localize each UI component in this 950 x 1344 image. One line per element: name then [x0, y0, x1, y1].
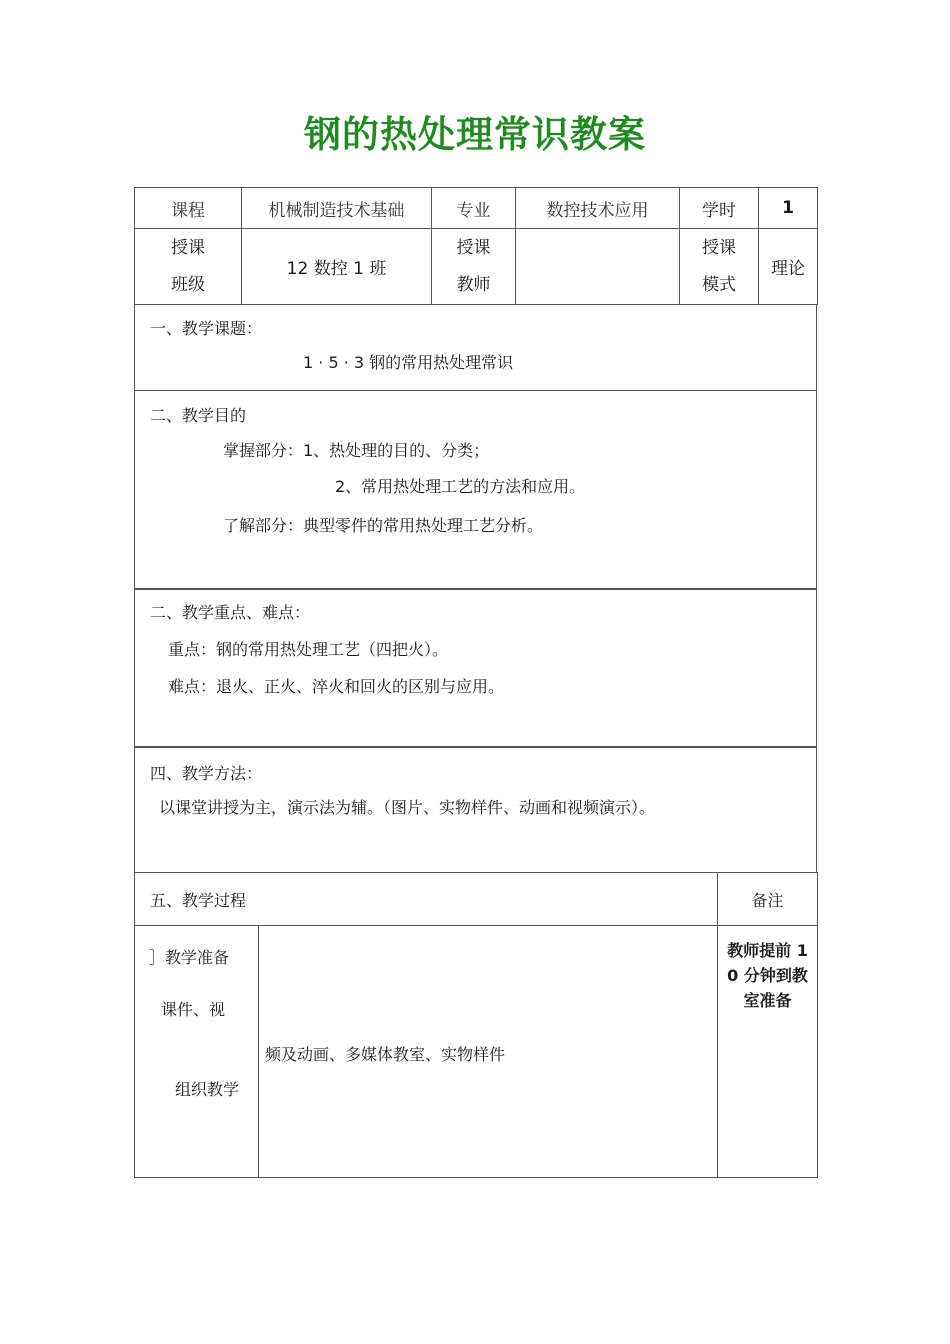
hours-label: 学时 — [680, 188, 759, 229]
class-label-line1: 授课 — [171, 237, 205, 258]
mode-label-line1: 授课 — [702, 237, 736, 258]
mode-label — [680, 229, 759, 305]
class-label-line2: 班级 — [171, 274, 205, 295]
teacher-value — [516, 229, 680, 305]
course-label: 课程 — [135, 188, 242, 229]
difficulty: 难点：退火、正火、淬火和回火的区别与应用。 — [168, 677, 505, 696]
step-courseware: 课件、视 — [161, 1000, 226, 1019]
info-row-2 — [135, 229, 818, 305]
process-heading: 五、教学过程 — [135, 873, 718, 926]
section-topic — [134, 304, 817, 391]
process-content-cell — [259, 926, 718, 1178]
remark-line2: 0 分钟到教 — [727, 966, 808, 985]
key-point: 重点：钢的常用热处理工艺（四把火）。 — [168, 640, 449, 659]
mode-label-line2: 模式 — [702, 274, 736, 295]
class-label — [135, 229, 242, 305]
process-table — [134, 872, 818, 1178]
section-key-points-heading: 二、教学重点、难点： — [150, 603, 311, 622]
objective-mastery: 掌握部分：1、热处理的目的、分类； — [223, 441, 490, 460]
remark-line3: 室准备 — [743, 991, 792, 1010]
hours-value: 1 — [759, 188, 818, 229]
info-row-1 — [135, 188, 818, 229]
major-value: 数控技术应用 — [516, 188, 680, 229]
section-objectives-heading: 二、教学目的 — [150, 406, 247, 425]
objective-mastery-2: 2、常用热处理工艺的方法和应用。 — [335, 477, 586, 496]
process-content: 频及动画、多媒体教室、实物样件 — [265, 1045, 506, 1064]
remarks-label: 备注 — [718, 873, 818, 926]
section-methods — [134, 746, 817, 873]
process-steps-cell — [135, 926, 259, 1178]
section-topic-heading: 一、教学课题： — [150, 319, 263, 338]
step-organize: 组织教学 — [175, 1080, 240, 1099]
section-topic-content: 1 · 5 · 3 钢的常用热处理常识 — [303, 353, 514, 372]
teacher-label — [432, 229, 516, 305]
major-label: 专业 — [432, 188, 516, 229]
methods-content: 以课堂讲授为主，演示法为辅。（图片、实物样件、动画和视频演示）。 — [159, 798, 656, 817]
section-objectives — [134, 390, 817, 590]
course-value: 机械制造技术基础 — [242, 188, 432, 229]
remarks-cell — [718, 926, 818, 1178]
teacher-label-line1: 授课 — [456, 237, 491, 258]
section-methods-heading: 四、教学方法： — [150, 764, 263, 783]
objective-understanding: 了解部分：典型零件的常用热处理工艺分析。 — [223, 516, 544, 535]
page-title: 钢的热处理常识教案 — [304, 113, 646, 156]
mode-value: 理论 — [759, 229, 818, 305]
info-table — [134, 187, 818, 305]
step-preparation: ］教学准备 — [149, 948, 230, 967]
process-row — [135, 926, 818, 1178]
teacher-label-line2: 教师 — [456, 274, 491, 295]
section-key-points — [134, 588, 817, 748]
process-header-row — [135, 873, 818, 926]
class-value: 12 数控 1 班 — [242, 229, 432, 305]
remark-line1: 教师提前 1 — [727, 941, 808, 960]
